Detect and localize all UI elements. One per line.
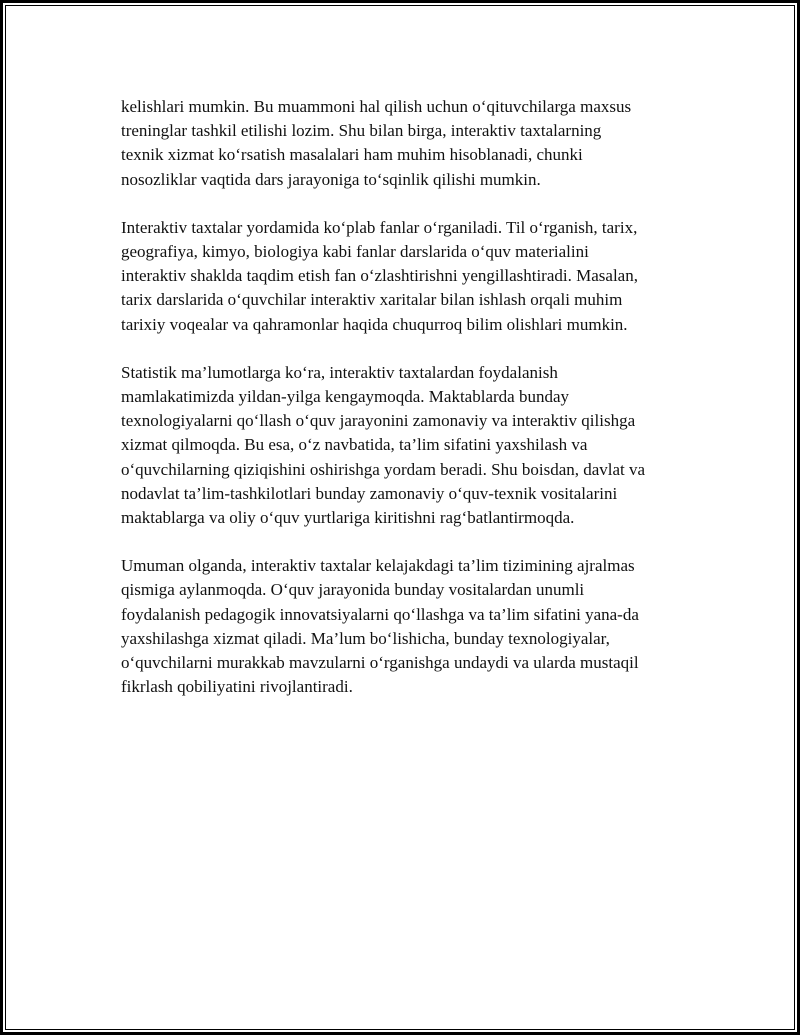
text-line: o‘quvchilarni murakkab mavzularni o‘rganishga undaydi va ularda mustaqil	[121, 653, 639, 673]
text-line: yaxshilashga xizmat qiladi. Ma’lum bo‘lishicha, bunday texnologiyalar,	[121, 628, 610, 648]
paragraph-subjects	[121, 216, 721, 337]
text-line: mamlakatimizda yildan-yilga kengaymoqda. Maktablarda bunday	[121, 387, 569, 407]
text-line: maktablarga va oliy o‘quv yurtlariga kiritishni rag‘batlantirmoqda.	[121, 508, 575, 528]
text-line: Interaktiv taxtalar yordamida ko‘plab fanlar o‘rganiladi. Til o‘rganish, tarix,	[121, 217, 638, 237]
text-line: kelishlari mumkin. Bu muammoni hal qilish uchun o‘qituvchilarga maxsus	[121, 97, 632, 116]
text-line: Statistik ma’lumotlarga ko‘ra, interaktiv taxtalardan foydalanish	[121, 362, 558, 382]
text-line: nodavlat ta’lim-tashkilotlari bunday zamonaviy o‘quv-texnik vositalarini	[121, 483, 618, 503]
text-line: nosozliklar vaqtida dars jarayoniga to‘sqinlik qilishi mumkin.	[121, 169, 541, 189]
text-line: fikrlash qobiliyatini rivojlantiradi.	[121, 677, 353, 697]
text-line: qismiga aylanmoqda. O‘quv jarayonida bunday vositalardan unumli	[121, 580, 585, 600]
text-line: geografiya, kimyo, biologiya kabi fanlar darslarida o‘quv materialini	[121, 242, 589, 262]
text-line: foydalanish pedagogik innovatsiyalarni qo‘llashga va ta’lim sifatini yana-da	[121, 604, 639, 624]
text-line: texnik xizmat ko‘rsatish masalalari ham muhim hisoblanadi, chunki	[121, 145, 583, 165]
text-line: o‘quvchilarning qiziqishini oshirishga yordam beradi. Shu boisdan, davlat va	[121, 459, 646, 479]
text-line: tarix darslarida o‘quvchilar interaktiv xaritalar bilan ishlash orqali muhim	[121, 290, 623, 310]
text-line: Umuman olganda, interaktiv taxtalar kelajakdagi ta’lim tizimining ajralmas	[121, 556, 635, 576]
text-line: texnologiyalarni qo‘llash o‘quv jarayonini zamonaviy va interaktiv qilishga	[121, 411, 636, 431]
paragraph-teacher-training	[121, 95, 721, 192]
paragraph-conclusion	[121, 554, 721, 699]
document-body	[121, 95, 721, 723]
paragraph-statistics	[121, 361, 721, 530]
text-line: tarixiy voqealar va qahramonlar haqida chuqurroq bilim olishlari mumkin.	[121, 314, 628, 334]
text-line: treninglar tashkil etilishi lozim. Shu bilan birga, interaktiv taxtalarning	[121, 121, 602, 141]
text-line: xizmat qilmoqda. Bu esa, o‘z navbatida, ta’lim sifatini yaxshilash va	[121, 435, 588, 455]
text-line: interaktiv shaklda taqdim etish fan o‘zlashtirishni yengillashtiradi. Masalan,	[121, 266, 638, 286]
